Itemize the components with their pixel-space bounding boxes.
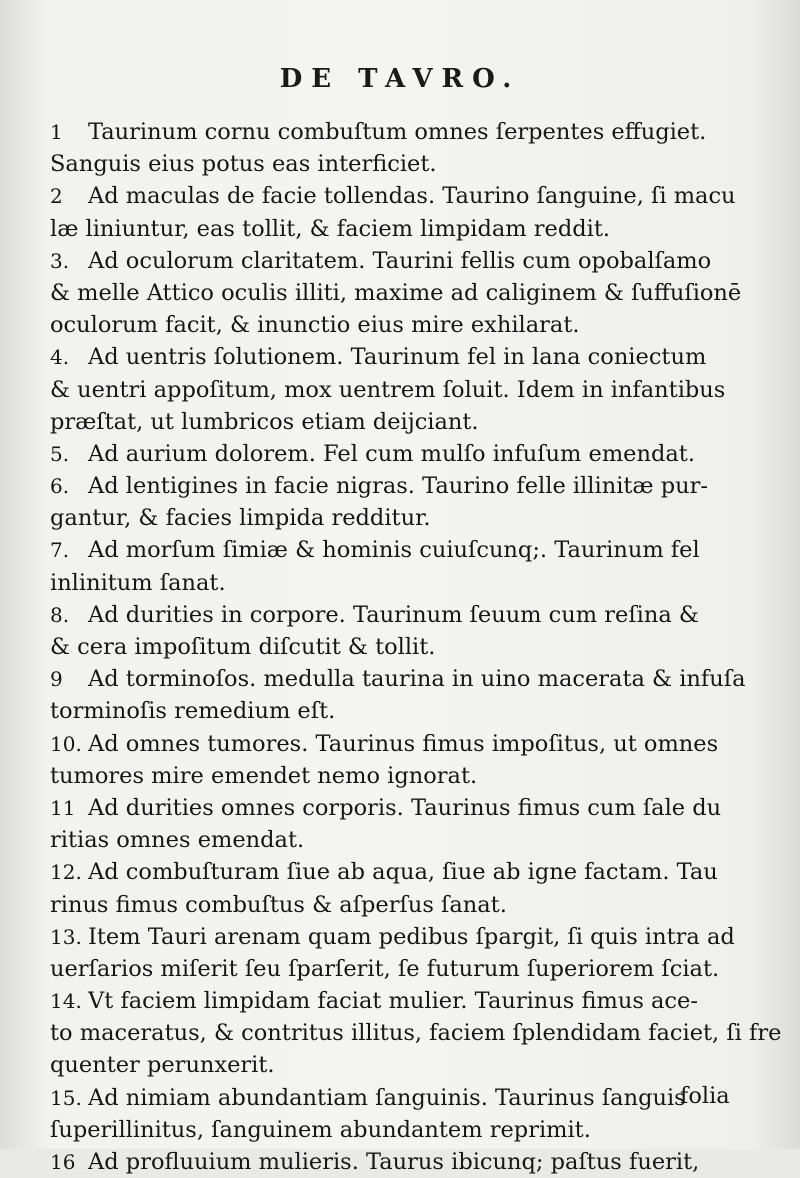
text-line — [50, 213, 770, 245]
text-line — [50, 374, 770, 406]
text-line — [50, 406, 770, 438]
line-text: Ad oculorum claritatem. Taurini fellis cum opobalſamo — [88, 247, 712, 274]
text-line — [50, 856, 770, 888]
text-line — [50, 695, 770, 727]
line-text: Ad durities omnes corporis. Taurinus fimus cum ſale du — [88, 794, 722, 821]
text-line — [50, 1082, 770, 1114]
line-text: to maceratus, & contritus illitus, faciem ſplendidam faciet, ſi fre — [50, 1020, 782, 1047]
text-line — [50, 985, 770, 1017]
line-text: Sanguis eius potus eas interficiet. — [50, 151, 437, 178]
text-line — [50, 470, 770, 502]
text-line — [50, 599, 770, 631]
line-text: præſtat, ut lumbricos etiam deijciant. — [50, 408, 479, 435]
text-line — [50, 341, 770, 373]
text-line — [50, 1114, 770, 1146]
line-text: oculorum facit, & inunctio eius mire exhilarat. — [50, 312, 580, 339]
line-text: Ad morſum ſimiæ & hominis cuiuſcunq;. Taurinum fel — [88, 537, 700, 564]
text-line — [50, 309, 770, 341]
line-text: ritias omnes emendat. — [50, 827, 305, 854]
running-head: DE TAVRO. — [279, 64, 521, 94]
text-line — [50, 792, 770, 824]
line-text: inlinitum ſanat. — [50, 569, 226, 596]
text-line — [50, 148, 770, 180]
text-line — [50, 663, 770, 695]
paragraph-number: 5. — [50, 441, 70, 466]
text-line — [50, 728, 770, 760]
paragraph-number: 7. — [50, 538, 70, 563]
line-text: Ad maculas de facie tollendas. Taurino ſanguine, ſi macu — [88, 183, 736, 210]
paragraph-number: 13. — [50, 924, 82, 949]
line-text: Ad combuſturam ſiue ab aqua, ſiue ab igne factam. Tau — [88, 859, 718, 886]
text-line — [50, 889, 770, 921]
line-text: uerſarios miſerit ſeu ſparſerit, ſe futurum ſuperiorem ſciat. — [50, 955, 720, 982]
line-text: gantur, & facies limpida redditur. — [50, 505, 431, 532]
paragraph-number: 14. — [50, 989, 82, 1014]
text-line — [50, 824, 770, 856]
paragraph-number: 3. — [50, 248, 70, 273]
catchword: folia — [680, 1083, 730, 1109]
line-text: Item Tauri arenam quam pedibus ſpargit, ſi quis intra ad — [88, 923, 735, 950]
text-line — [50, 1146, 770, 1178]
paragraph-number: 6. — [50, 474, 70, 499]
text-line — [50, 277, 770, 309]
paragraph-number: 2 — [50, 184, 63, 209]
paragraph-number: 12. — [50, 860, 82, 885]
paragraph-number: 1 — [50, 120, 63, 144]
line-text: & uentri appoſitum, mox uentrem ſoluit. Idem in infantibus — [50, 376, 726, 403]
text-line — [50, 921, 770, 953]
line-text: ſuperillinitus, ſanguinem abundantem reprimit. — [50, 1116, 591, 1143]
line-text: Ad profluuium mulieris. Taurus ibicunq; paſtus fuerit, — [88, 1149, 700, 1175]
text-line — [50, 245, 770, 277]
line-text: & melle Attico oculis illiti, maxime ad caliginem & ſuffuſionē — [50, 279, 742, 306]
text-line — [50, 438, 770, 470]
line-text: Ad uentris ſolutionem. Taurinum fel in lana coniectum — [88, 344, 707, 371]
text-line — [50, 631, 770, 663]
paragraph-number: 8. — [50, 602, 70, 627]
line-text: Vt faciem limpidam faciat mulier. Taurinus fimus ace- — [88, 988, 698, 1015]
text-line — [50, 760, 770, 792]
paragraph-number: 16 — [50, 1150, 76, 1174]
text-line — [50, 1017, 782, 1049]
line-text: rinus fimus combuſtus & aſperſus ſanat. — [50, 891, 507, 918]
text-line — [50, 534, 770, 566]
line-text: torminoſis remedium eſt. — [50, 698, 336, 725]
paragraph-number: 4. — [50, 345, 70, 370]
paragraph-number: 15. — [50, 1085, 82, 1110]
line-text: Ad aurium dolorem. Fel cum mulſo infuſum emendat. — [88, 440, 695, 467]
line-text: quenter perunxerit. — [50, 1052, 275, 1079]
line-text: Ad durities in corpore. Taurinum ſeuum cum reſina & — [88, 601, 699, 628]
line-text: Ad nimiam abundantiam ſanguinis. Taurinus ſanguis — [88, 1084, 686, 1111]
paragraph-number: 11 — [50, 795, 76, 820]
text-line — [50, 502, 770, 534]
line-text: Ad lentigines in facie nigras. Taurino felle illinitæ pur- — [88, 473, 708, 500]
line-text: Ad omnes tumores. Taurinus fimus impoſitus, ut omnes — [88, 730, 719, 757]
line-text: læ liniuntur, eas tollit, & faciem limpidam reddit. — [50, 215, 611, 242]
line-text: tumores mire emendet nemo ignorat. — [50, 762, 478, 789]
text-line — [50, 953, 770, 985]
line-text: Taurinum cornu combuſtum omnes ſerpentes effugiet. — [88, 119, 707, 145]
line-text: Ad torminoſos. medulla taurina in uino macerata & infuſa — [88, 666, 746, 693]
paragraph-number: 9 — [50, 667, 63, 692]
line-text: & cera impoſitum diſcutit & tollit. — [50, 634, 436, 660]
text-line — [50, 1049, 770, 1081]
text-line — [50, 567, 770, 599]
paragraph-number: 10. — [50, 731, 82, 756]
body-text — [50, 116, 782, 1178]
text-line — [50, 180, 770, 212]
text-line — [50, 116, 770, 148]
